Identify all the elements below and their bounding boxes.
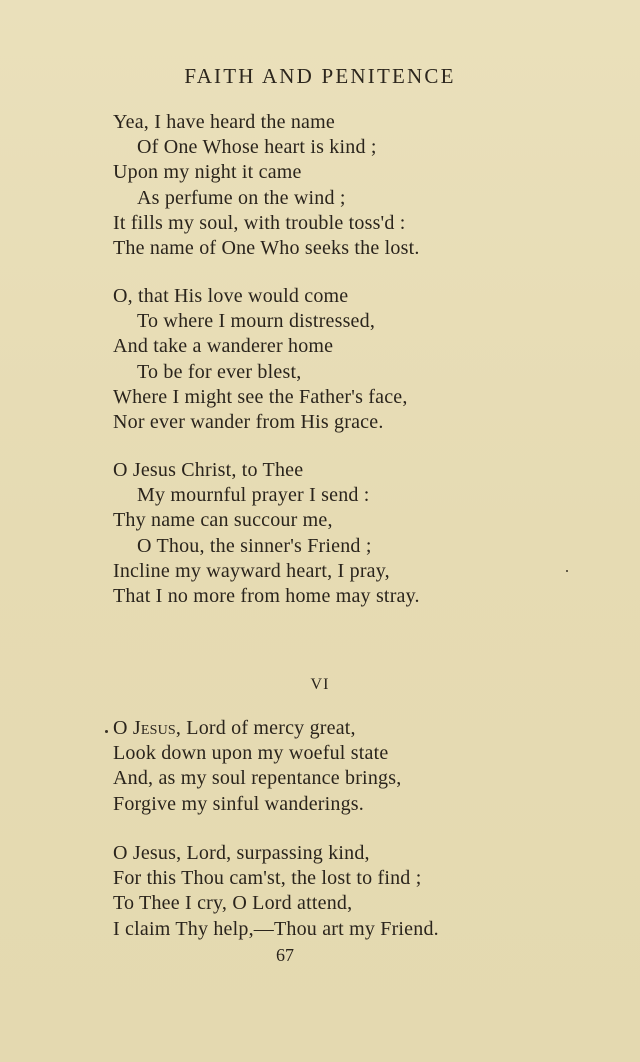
poem-line: It fills my soul, with trouble toss'd :	[113, 211, 406, 234]
poem-line: Thy name can succour me,	[113, 509, 333, 532]
poem-line: And take a wanderer home	[113, 335, 334, 358]
poem-line: My mournful prayer I send :	[137, 484, 370, 507]
poem-line: Of One Whose heart is kind ;	[137, 136, 377, 159]
poem-line: To Thee I cry, O Lord attend,	[113, 892, 353, 915]
poem-first-line	[113, 716, 401, 741]
page-number: 67	[276, 945, 294, 965]
poem-line: O Jesus Christ, to Thee	[113, 459, 304, 481]
stanza-3	[113, 458, 420, 609]
poem-line: Incline my wayward heart, I pray,	[113, 559, 390, 582]
section-number: VI	[310, 676, 330, 693]
poem-line: Forgive my sinful wanderings.	[113, 792, 364, 815]
poem-line: O Thou, the sinner's Friend ;	[137, 534, 372, 557]
poem-line: As perfume on the wind ;	[137, 186, 346, 209]
first-word-lead: O	[113, 717, 133, 739]
poem-line: Where I might see the Father's face,	[113, 385, 408, 408]
poem-line: Nor ever wander from His grace.	[113, 411, 384, 434]
first-word-small-caps: Jesus	[132, 717, 176, 739]
stanza-vi-1	[113, 716, 401, 817]
ink-speck	[105, 730, 108, 733]
stanza-1	[113, 110, 420, 261]
poem-line: Yea, I have heard the name	[113, 111, 335, 133]
poem-line: To be for ever blest,	[137, 360, 302, 383]
poem-line: That I no more from home may stray.	[113, 585, 420, 608]
poem-line: Look down upon my woeful state	[113, 742, 389, 765]
poem-line: O Jesus, Lord, surpassing kind,	[113, 842, 370, 864]
stanza-2	[113, 284, 408, 435]
running-head: FAITH AND PENITENCE	[184, 64, 456, 88]
poem-line: O, that His love would come	[113, 285, 349, 307]
poem-line: And, as my soul repentance brings,	[113, 767, 402, 790]
poem-line: I claim Thy help,—Thou art my Friend.	[113, 917, 439, 940]
ink-speck	[566, 570, 568, 572]
poem-line: For this Thou cam'st, the lost to find ;	[113, 867, 422, 890]
poem-line: The name of One Who seeks the lost.	[113, 237, 420, 260]
poem-line: To where I mourn distressed,	[137, 310, 376, 333]
poem-line: Upon my night it came	[113, 161, 302, 184]
first-line-rest: , Lord of mercy great,	[175, 717, 356, 739]
stanza-vi-2	[113, 841, 439, 942]
